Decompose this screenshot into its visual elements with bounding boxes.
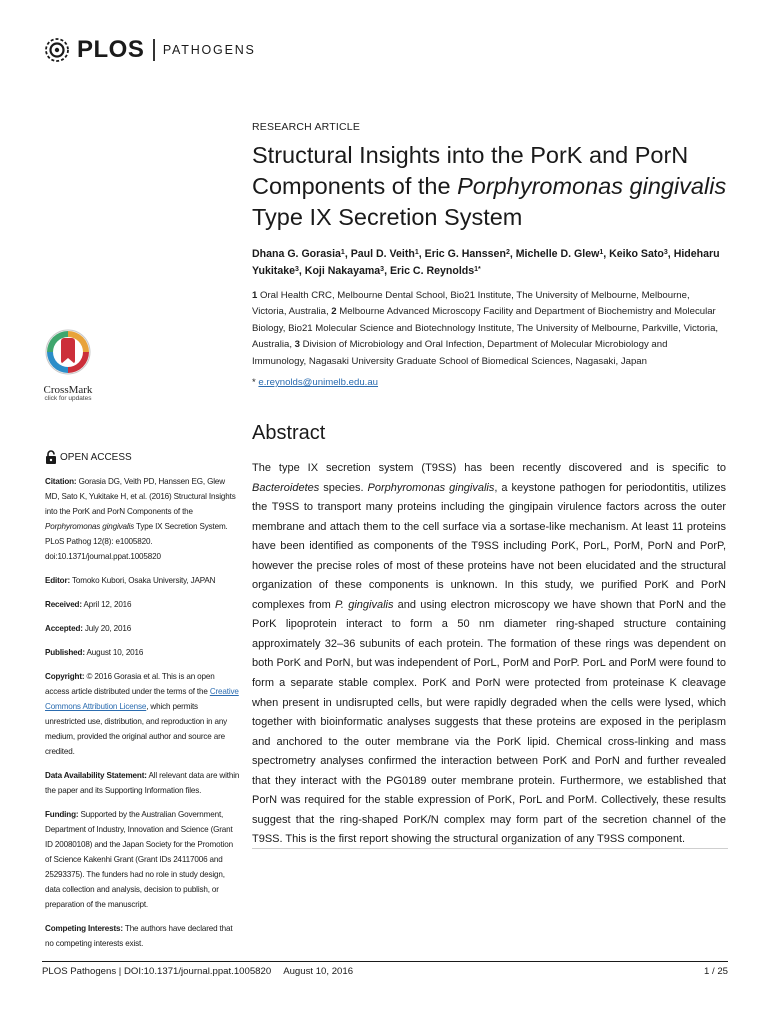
- crossmark-icon: [45, 328, 91, 378]
- affiliations: [252, 288, 720, 370]
- open-lock-icon: [45, 450, 57, 465]
- citation-species: Porphyromonas gingivalis: [45, 522, 135, 531]
- author-separator: ,: [603, 248, 610, 260]
- copyright-label: Copyright:: [45, 672, 85, 681]
- citation-text: Gorasia DG, Veith PD, Hanssen EG, Glew MD, Sato K, Yukitake H, et al. (2016) Structural Insights into the PorK and PorN Components of the: [45, 477, 236, 516]
- open-access-label: OPEN ACCESS: [60, 452, 132, 463]
- footer-journal-doi: PLOS Pathogens | DOI:10.1371/journal.ppat.1005820: [42, 966, 272, 977]
- author-name: Dhana G. Gorasia: [252, 248, 341, 260]
- received-date: April 12, 2016: [81, 600, 132, 609]
- received-label: Received:: [45, 600, 82, 609]
- title-species: Porphyromonas gingivalis: [457, 173, 727, 199]
- funding-text: Supported by the Australian Government, Department of Industry, Innovation and Science (Grant ID 20080108) and the Japan Society for the Promotion of Science Kakenhi Grant (Grant IDs 24117006 and 25293375). The funders had no role in study design, data collection and analysis, decision to publish, or preparation of the manuscript.: [45, 810, 233, 909]
- article-info-sidebar: [45, 474, 240, 960]
- accepted-label: Accepted:: [45, 624, 83, 633]
- funding-label: Funding:: [45, 810, 79, 819]
- author-affiliation-marker: 1: [340, 249, 345, 256]
- article-title: [252, 140, 752, 233]
- corresponding-marker: *: [252, 377, 259, 388]
- author-separator: ,: [298, 265, 305, 277]
- author-list: [252, 246, 732, 280]
- footer-date: August 10, 2016: [283, 966, 354, 977]
- author-affiliation-marker: 3: [380, 266, 385, 273]
- citation-label: Citation:: [45, 477, 77, 486]
- crossmark-title: CrossMark: [43, 384, 93, 396]
- open-access-badge: [45, 450, 132, 465]
- data-availability-block: [45, 768, 240, 798]
- author-separator: ,: [418, 248, 425, 260]
- abstract-heading: Abstract: [252, 422, 326, 444]
- editor-label: Editor:: [45, 576, 71, 585]
- abstract-text-segment: , a keystone pathogen for periodontitis, utilizes the T9SS to transport many proteins including the gingipain virulence factors across the outer membrane and attach them to the cell surface via a sortase-like mechanism. At least 11 proteins have been identified as components of the T9SS including PorK, PorL, PorM, PorN and PorP, however the precise roles of most of these proteins have not been elucidated and the structural organization of these components is unknown. In this study, we purified PorK and PorN complexes from: [252, 481, 727, 611]
- competing-interests-block: [45, 921, 240, 951]
- author-affiliation-marker: 1*: [474, 266, 481, 273]
- crossmark-badge[interactable]: [40, 328, 96, 402]
- citation-block: [45, 474, 240, 564]
- abstract-species: Bacteroidetes: [252, 481, 320, 494]
- abstract-species: Porphyromonas gingivalis: [367, 481, 495, 494]
- competing-interests-label: Competing Interests:: [45, 924, 123, 933]
- funding-block: [45, 807, 240, 912]
- author-name: Koji Nakayama: [304, 265, 381, 277]
- published-label: Published:: [45, 648, 85, 657]
- author-affiliation-marker: 1: [599, 249, 604, 256]
- affiliation-number: 1: [252, 290, 258, 301]
- author-name: Paul D. Veith: [350, 248, 415, 260]
- received-block: [45, 597, 240, 612]
- accepted-date: July 20, 2016: [82, 624, 132, 633]
- citation-text-end: Type IX Secretion System. PLoS Pathog 12(8): e1005820. doi:10.1371/journal.ppat.1005820: [45, 522, 228, 561]
- abstract-species: P. gingivalis: [335, 598, 394, 611]
- page-number: 1 / 25: [703, 966, 728, 977]
- affiliation-text: Oral Health CRC, Melbourne Dental School, Bio21 Institute, The University of Melbourne, Melbourne, Victoria, Australia,: [252, 290, 690, 318]
- author-name: Hideharu Yukitake: [252, 248, 720, 277]
- article-type: RESEARCH ARTICLE: [252, 121, 361, 133]
- published-date: August 10, 2016: [84, 648, 144, 657]
- license-link[interactable]: Creative Commons Attribution License: [45, 687, 239, 711]
- plos-pathogens-logo[interactable]: [42, 35, 256, 65]
- author-separator: ,: [384, 265, 390, 277]
- affiliation-number: 3: [294, 339, 301, 351]
- logo-divider: [153, 39, 155, 61]
- data-availability-text: All relevant data are within the paper and its Supporting Information files.: [45, 771, 240, 795]
- title-text-end: Type IX Secretion System: [252, 204, 523, 230]
- accepted-block: [45, 621, 240, 636]
- abstract-text-segment: and using electron microscopy we have shown that PorN and the PorK lipoprotein interact to form a 50 nm diameter ring-shaped structure containing approximately 32–36 subunits of each protein. The formation of these rings was dependent on both PorK and PorN, but was independent of PorL, PorM and PorP. PorL and PorM were found to form a separate stable complex. PorK and PorN were protected from proteinase K cleavage when present in undisrupted cells, but were rapidly degraded when the cells were lysed, which together with bioinformatic analyses suggests that these proteins are exposed in the periplasm and anchored to the outer membrane via the PorK lipid. Chemical cross-linking and mass spectrometry analyses confirmed the interaction between PorK and PorN and further revealed that they interact with the PG0189 outer membrane protein. Furthermore, we established that PorN was required for the stable expression of PorK, PorL and PorM. Collectively, these results suggest that the ring-shaped PorK/N complex may form part of the secretion channel of the T9SS. This is the first report showing the structural organization of any T9SS component.: [252, 598, 726, 846]
- affiliation-text: Melbourne Advanced Microscopy Facility and Department of Biochemistry and Molecular Biology, Bio21 Molecular Science and Biotechnology Institute, The University of Melbourne, Parkville, Victoria, Australia,: [252, 306, 719, 351]
- editor-text: Tomoko Kubori, Osaka University, JAPAN: [70, 576, 216, 585]
- footer-info: [42, 966, 353, 977]
- author-name: Michelle D. Glew: [515, 248, 600, 260]
- author-name: Keiko Sato: [609, 248, 664, 260]
- copyright-text-end: , which permits unrestricted use, distribution, and reproduction in any medium, provided the original author and source are credited.: [45, 702, 228, 756]
- competing-interests-text: The authors have declared that no competing interests exist.: [45, 924, 233, 948]
- journal-name: PATHOGENS: [162, 43, 256, 57]
- corresponding-email-link[interactable]: e.reynolds@unimelb.edu.au: [258, 377, 379, 388]
- affiliation-text: Division of Microbiology and Oral Infection, Department of Molecular Microbiology and Immunology, Nagasaki University Graduate School of Biomedical Sciences, Nagasaki, Japan: [252, 339, 668, 367]
- author-separator: ,: [509, 248, 516, 260]
- abstract-text-segment: The type IX secretion system (T9SS) has been recently discovered and is specific to: [252, 462, 726, 474]
- author-name: Eric G. Hanssen: [424, 248, 506, 260]
- crossmark-subtitle: click for updates: [44, 395, 92, 402]
- author-affiliation-marker: 1: [414, 249, 419, 256]
- brand-name: PLOS: [77, 36, 145, 63]
- editor-block: [45, 573, 240, 588]
- copyright-block: [45, 669, 240, 759]
- title-text: Structural Insights into the PorK and PorN Components of the: [252, 142, 689, 199]
- author-affiliation-marker: 2: [505, 249, 510, 256]
- abstract-divider: [252, 848, 728, 849]
- affiliation-number: 2: [331, 306, 337, 318]
- author-name: Eric C. Reynolds: [389, 265, 475, 277]
- author-affiliation-marker: 3: [295, 266, 299, 273]
- abstract-body: [252, 459, 726, 850]
- corresponding-author: [252, 377, 378, 388]
- author-affiliation-marker: 3: [663, 249, 668, 256]
- copyright-text: © 2016 Gorasia et al. This is an open access article distributed under the terms of the: [45, 672, 215, 696]
- data-availability-label: Data Availability Statement:: [45, 771, 147, 780]
- abstract-text-segment: species.: [319, 481, 368, 494]
- author-separator: ,: [667, 248, 674, 260]
- author-separator: ,: [344, 248, 351, 260]
- footer-divider: [42, 961, 728, 962]
- published-block: [45, 645, 240, 660]
- plos-logo-icon: [42, 35, 72, 65]
